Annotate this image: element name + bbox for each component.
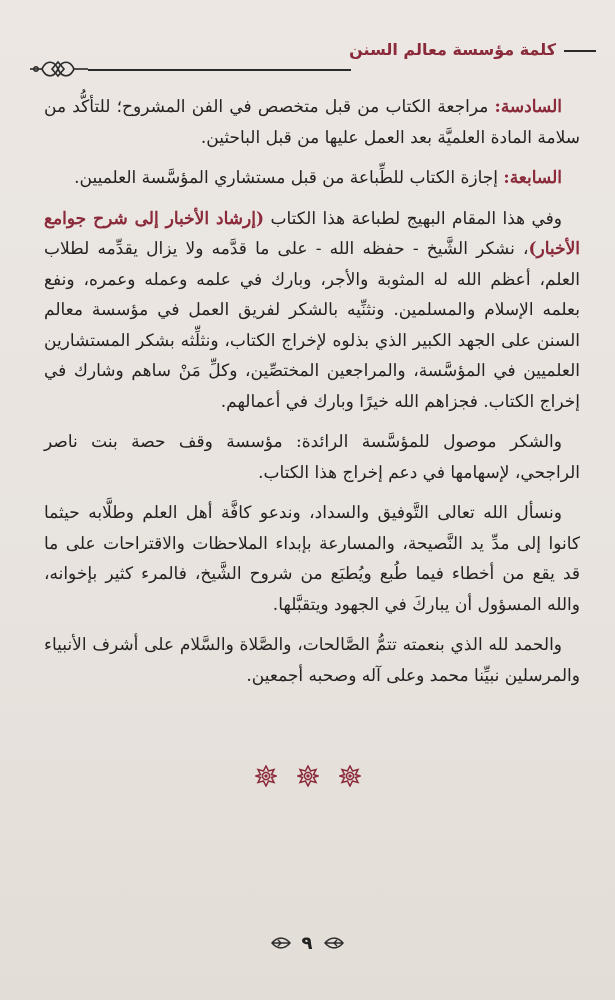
step-label: السادسة: (494, 97, 562, 117)
paragraph-request (44, 498, 580, 620)
rosette-icon (297, 765, 319, 787)
rosette-icon (339, 765, 361, 787)
running-header-title: كلمة مؤسسة معالم السنن (349, 40, 556, 59)
paragraph-sponsor (44, 427, 580, 488)
page-header (28, 38, 596, 88)
paragraph-thanks (44, 204, 580, 418)
paragraph-closing (44, 630, 580, 691)
leaf-ornament-icon (323, 932, 345, 954)
knot-ornament-icon (28, 56, 90, 82)
page-body (44, 92, 580, 701)
paragraph-text: ، نشكر الشَّيخ - حفظه الله - على ما قدَّمه ولا يزال يقدِّمه لطلاب العلم، أعظم الله له المثوبة والأجر، وبارك في علمه وعمله وعمره، ونفع بعلمه الإسلام والمسلمين. ونثنِّيه بالشكر لفريق العمل في مؤسسة معالم السنن على الجهد الكبير الذي بذلوه لإخراج الكتاب، ونثلِّثه بشكر المستشارين العلميين في المؤسَّسة، والمراجعين المختصِّين، وكلِّ مَنْ ساهم وشارك في إخراج الكتاب. فجزاهم الله خيرًا وبارك في أعمالهم. (44, 239, 580, 412)
section-ornaments (255, 764, 361, 788)
book-title: (إرشاد الأخبار إلى شرح جوامع الأخبار) (44, 208, 580, 259)
paragraph-text: والحمد لله الذي بنعمته تتمُّ الصَّالحات، والصَّلاة والسَّلام على أشرف الأنبياء والمرسلين نبيِّنا محمد وعلى آله وصحبه أجمعين. (44, 635, 580, 686)
page-footer (252, 928, 362, 958)
header-rule-short (564, 50, 596, 52)
leaf-ornament-icon (270, 932, 292, 954)
rosette-icon (255, 765, 277, 787)
header-rule (88, 69, 351, 71)
paragraph-text: وفي هذا المقام البهيج لطباعة هذا الكتاب (264, 208, 563, 229)
paragraph-text: مراجعة الكتاب من قبل متخصص في الفن المشروح؛ للتأكُّد من سلامة المادة العلميَّة بعد العمل عليها من قبل الباحثين. (44, 97, 580, 148)
page-number: ٩ (301, 932, 313, 954)
paragraph-seventh (44, 163, 580, 194)
step-label: السابعة: (503, 168, 562, 188)
paragraph-text: والشكر موصول للمؤسَّسة الرائدة: مؤسسة وقف حصة بنت ناصر الراجحي، لإسهامها في دعم إخراج هذا الكتاب. (44, 432, 580, 483)
paragraph-text: ونسأل الله تعالى التَّوفيق والسداد، وندعو كافَّة أهل العلم وطلَّابه حيثما كانوا إلى مدِّ يد النَّصيحة، والمسارعة بإبداء الملاحظات والاقتراحات على ما قد يقع من أخطاء فيما طُبع ويُطبَع من شروح الشَّيخ، فالمرء كثير بإخوانه، والله المسؤول أن يباركَ في الجهود ويتقبَّلها. (44, 503, 580, 615)
paragraph-text: إجازة الكتاب للطِّباعة من قبل مستشاري المؤسَّسة العلميين. (74, 168, 504, 188)
paragraph-sixth (44, 92, 580, 153)
